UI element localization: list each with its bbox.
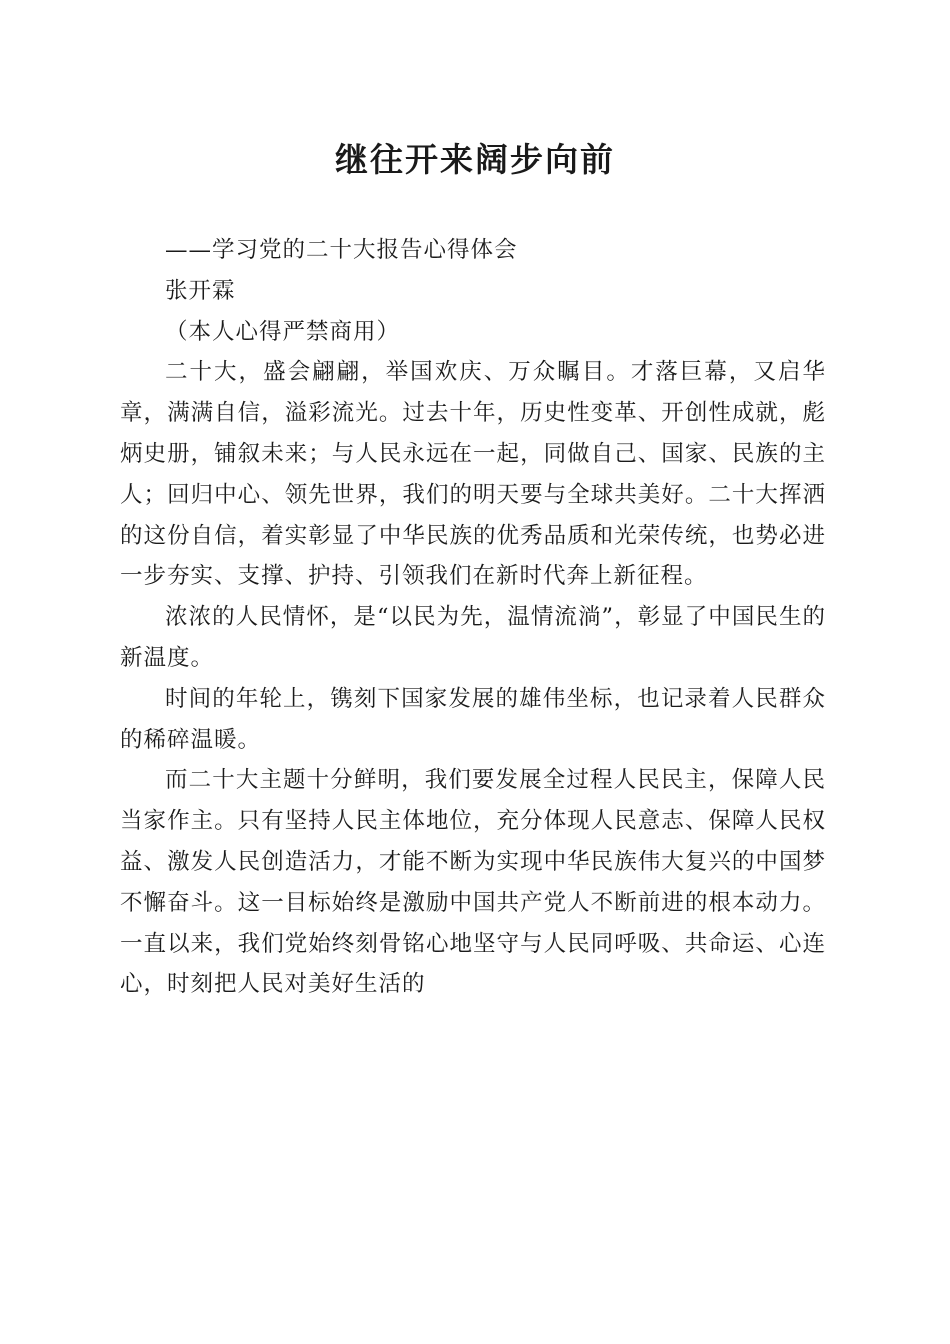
subtitle: ——学习党的二十大报告心得体会 xyxy=(165,237,518,263)
document-title: 继往开来阔步向前 xyxy=(335,140,615,179)
document-body xyxy=(120,230,826,1005)
paragraph: 二十大，盛会翩翩，举国欢庆、万众瞩目。才落巨幕，又启华章，满满自信，溢彩流光。过去十年，历史性变革、开创性成就，彪炳史册，铺叙未来；与人民永远在一起，同做自己、国家、民族的主人；回归中心、领先世界，我们的明天要与全球共美好。二十大挥洒的这份自信，着实彰显了中华民族的优秀品质和光荣传统，也势必进一步夯实、支撑、护持、引领我们在新时代奔上新征程。 xyxy=(120,359,826,590)
usage-notice: （本人心得严禁商用） xyxy=(165,318,401,345)
paragraph: 浓浓的人民情怀，是“以民为先，温情流淌”，彰显了中国民生的新温度。 xyxy=(120,604,826,671)
paragraph: 时间的年轮上，镌刻下国家发展的雄伟坐标，也记录着人民群众的稀碎温暖。 xyxy=(120,685,826,753)
paragraph: 而二十大主题十分鲜明，我们要发展全过程人民民主，保障人民当家作主。只有坚持人民主体地位，充分体现人民意志、保障人民权益、激发人民创造活力，才能不断为实现中华民族伟大复兴的中国梦不懈奋斗。这一目标始终是激励中国共产党人不断前进的根本动力。一直以来，我们党始终刻骨铭心地坚守与人民同呼吸、共命运、心连心，时刻把人民对美好生活的 xyxy=(120,767,826,998)
author: 张开霖 xyxy=(165,277,236,304)
